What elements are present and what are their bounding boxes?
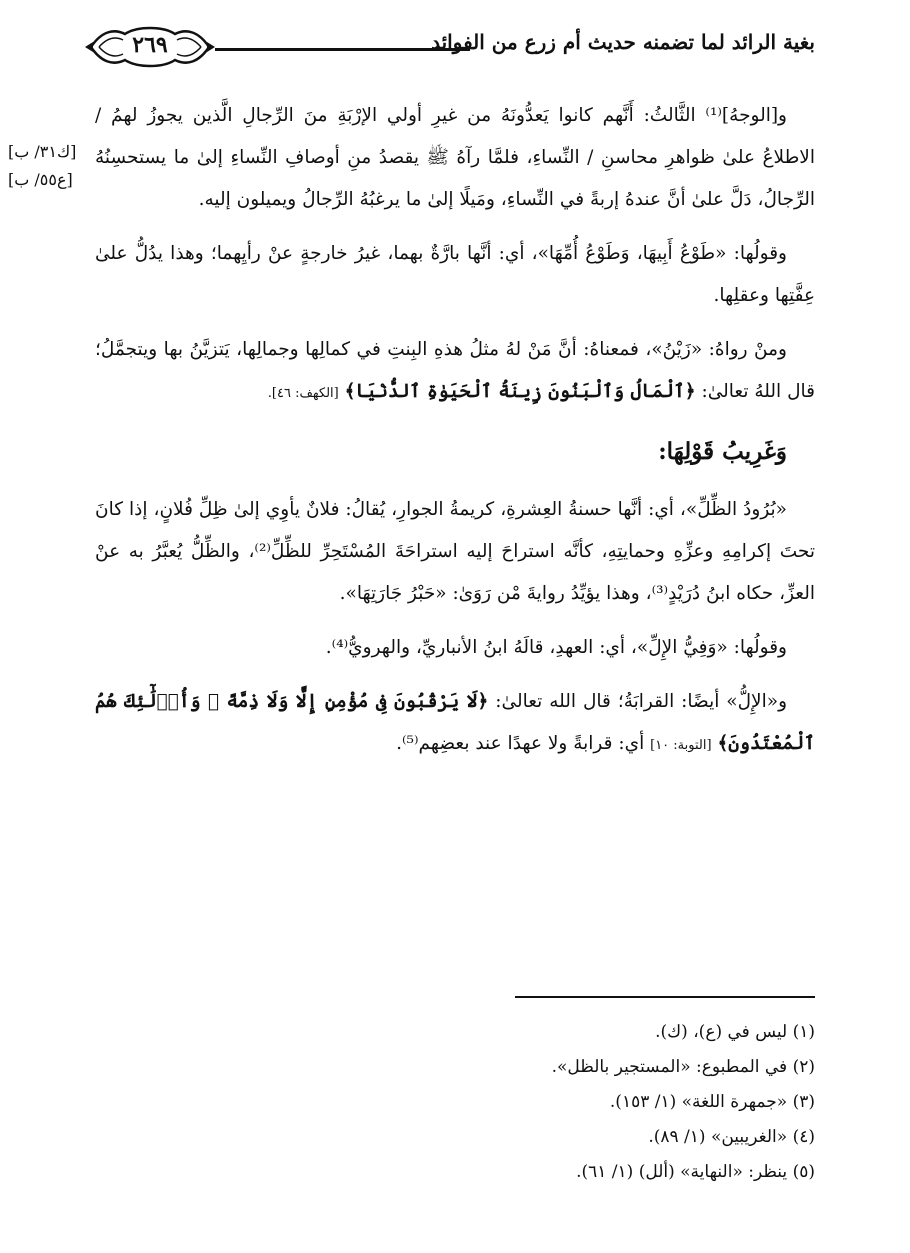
paragraph-text: و«الإِلُّ» أيضًا: القرابَةُ؛ قال الله تعالىٰ: (495, 691, 787, 712)
quran-verse: ﴿لَا يَرْقُبُونَ فِى مُؤْمِنٍ إِلًّا وَلَا ذِمَّةً ۚ وَأُو۟لَٰٓئِكَ هُمُ ٱلْمُعْتَدُونَ﴾ (95, 691, 815, 754)
margin-reference: [ك٣١/ ب] (8, 142, 77, 161)
header-rule (215, 48, 470, 51)
running-header (85, 20, 815, 72)
verse-reference: [التوبة: ١٠] (650, 738, 712, 753)
paragraph: وقولُها: «وَفِيُّ الإِلِّ»، أي: العهدِ، قالَهُ ابنُ الأنباريِّ، والهرويُّ⁽⁴⁾. (325, 637, 787, 658)
footnote: (٢) في المطبوع: «المستجير بالظل». (551, 1057, 815, 1077)
paragraph (95, 329, 815, 415)
footnotes (95, 1015, 815, 1190)
margin-reference: [ع٥٥/ ب] (8, 170, 73, 189)
paragraph (95, 681, 815, 767)
footnote: (٤) «الغريبين» (١/ ٨٩). (648, 1127, 815, 1147)
running-title: بغية الرائد لما تضمنه حديث أم زرع من الفوائد (431, 30, 815, 54)
footnote: (٣) «جمهرة اللغة» (١/ ١٥٣). (609, 1092, 815, 1112)
body-text (95, 95, 815, 779)
section-heading: وَغَرِيبُ قَوْلِهَا: (658, 438, 787, 465)
paragraph: وقولُها: «طَوْعُ أَبِيهَا، وَطَوْعُ أُمِّهَا»، أي: أنَّها بارَّةٌ بهما، غيرُ خارجةٍ عنْ رأيِهما؛ وهذا يدُلُّ علىٰ عِفَّتِها وعقلِها. (95, 243, 815, 306)
quran-verse: ﴿ٱلْمَالُ وَٱلْبَنُونَ زِينَةُ ٱلْحَيَوٰةِ ٱلدُّنْيَا﴾ (344, 381, 696, 402)
paragraph: و[الوجهُ]⁽¹⁾ الثَّالثُ: أَنَّهم كانوا يَعدُّونَهُ من غيرِ أولي الإرْبَةِ منَ الرِّجالِ الَّذين يجوزُ لهمُ / الاطلاعُ علىٰ ظواهرِ محاسنِ / النِّساءِ، فلمَّا رآهُ ﷺ يقصدُ منِ أوصافِ النِّساءِ إلىٰ ما يستحسِنُهُ الرِّجالُ، دَلَّ علىٰ أنَّ عندهُ إربةً في النِّساءِ، ومَيلًا إلىٰ ما يرغبُهُ الرِّجالُ ويميلون إليه. (95, 105, 815, 210)
page-number: ٢٦٩ (132, 32, 168, 58)
verse-reference: [الكهف: ٤٦]. (267, 386, 339, 401)
footnote-divider (515, 996, 815, 998)
footnote: (١) ليس في (ع)، (ك). (655, 1022, 815, 1042)
footnote: (٥) ينظر: «النهاية» (ألل) (١/ ٦١). (576, 1162, 815, 1182)
paragraph-text: أي: قرابةً ولا عهدًا عند بعضِهم⁽⁵⁾. (396, 733, 645, 754)
paragraph-text: ومنْ رواهُ: «زَيْنُ»، فمعناهُ: أنَّ مَنْ لهُ مثلُ هذهِ البِنتِ في كمالِها وجمالِها، يَتزيَّنُ بها ويتجمَّلُ؛ قال اللهُ تعالىٰ: (95, 339, 815, 402)
paragraph: «بُرُودُ الظِّلِّ»، أي: أنَّها حسنةُ العِشرةِ، كريمةُ الجوارِ، يُقالُ: فلانٌ يأوِي إلىٰ ظِلِّ فُلانٍ، إذا كانَ تحتَ إكرامِهِ وعزِّهِ وحمايتِهِ، كأنَّه استراحَ إليه استراحَةَ المُسْتَحِرِّ للظِّلِّ⁽²⁾، والظِّلُّ يُعبَّرُ به عنْ العزِّ، حكاه ابنُ دُرَيْدٍ⁽³⁾، وهذا يؤيِّدُ روايةَ مْن رَوَىٰ: «حَبْرُ جَارَتِهَا». (95, 499, 815, 604)
